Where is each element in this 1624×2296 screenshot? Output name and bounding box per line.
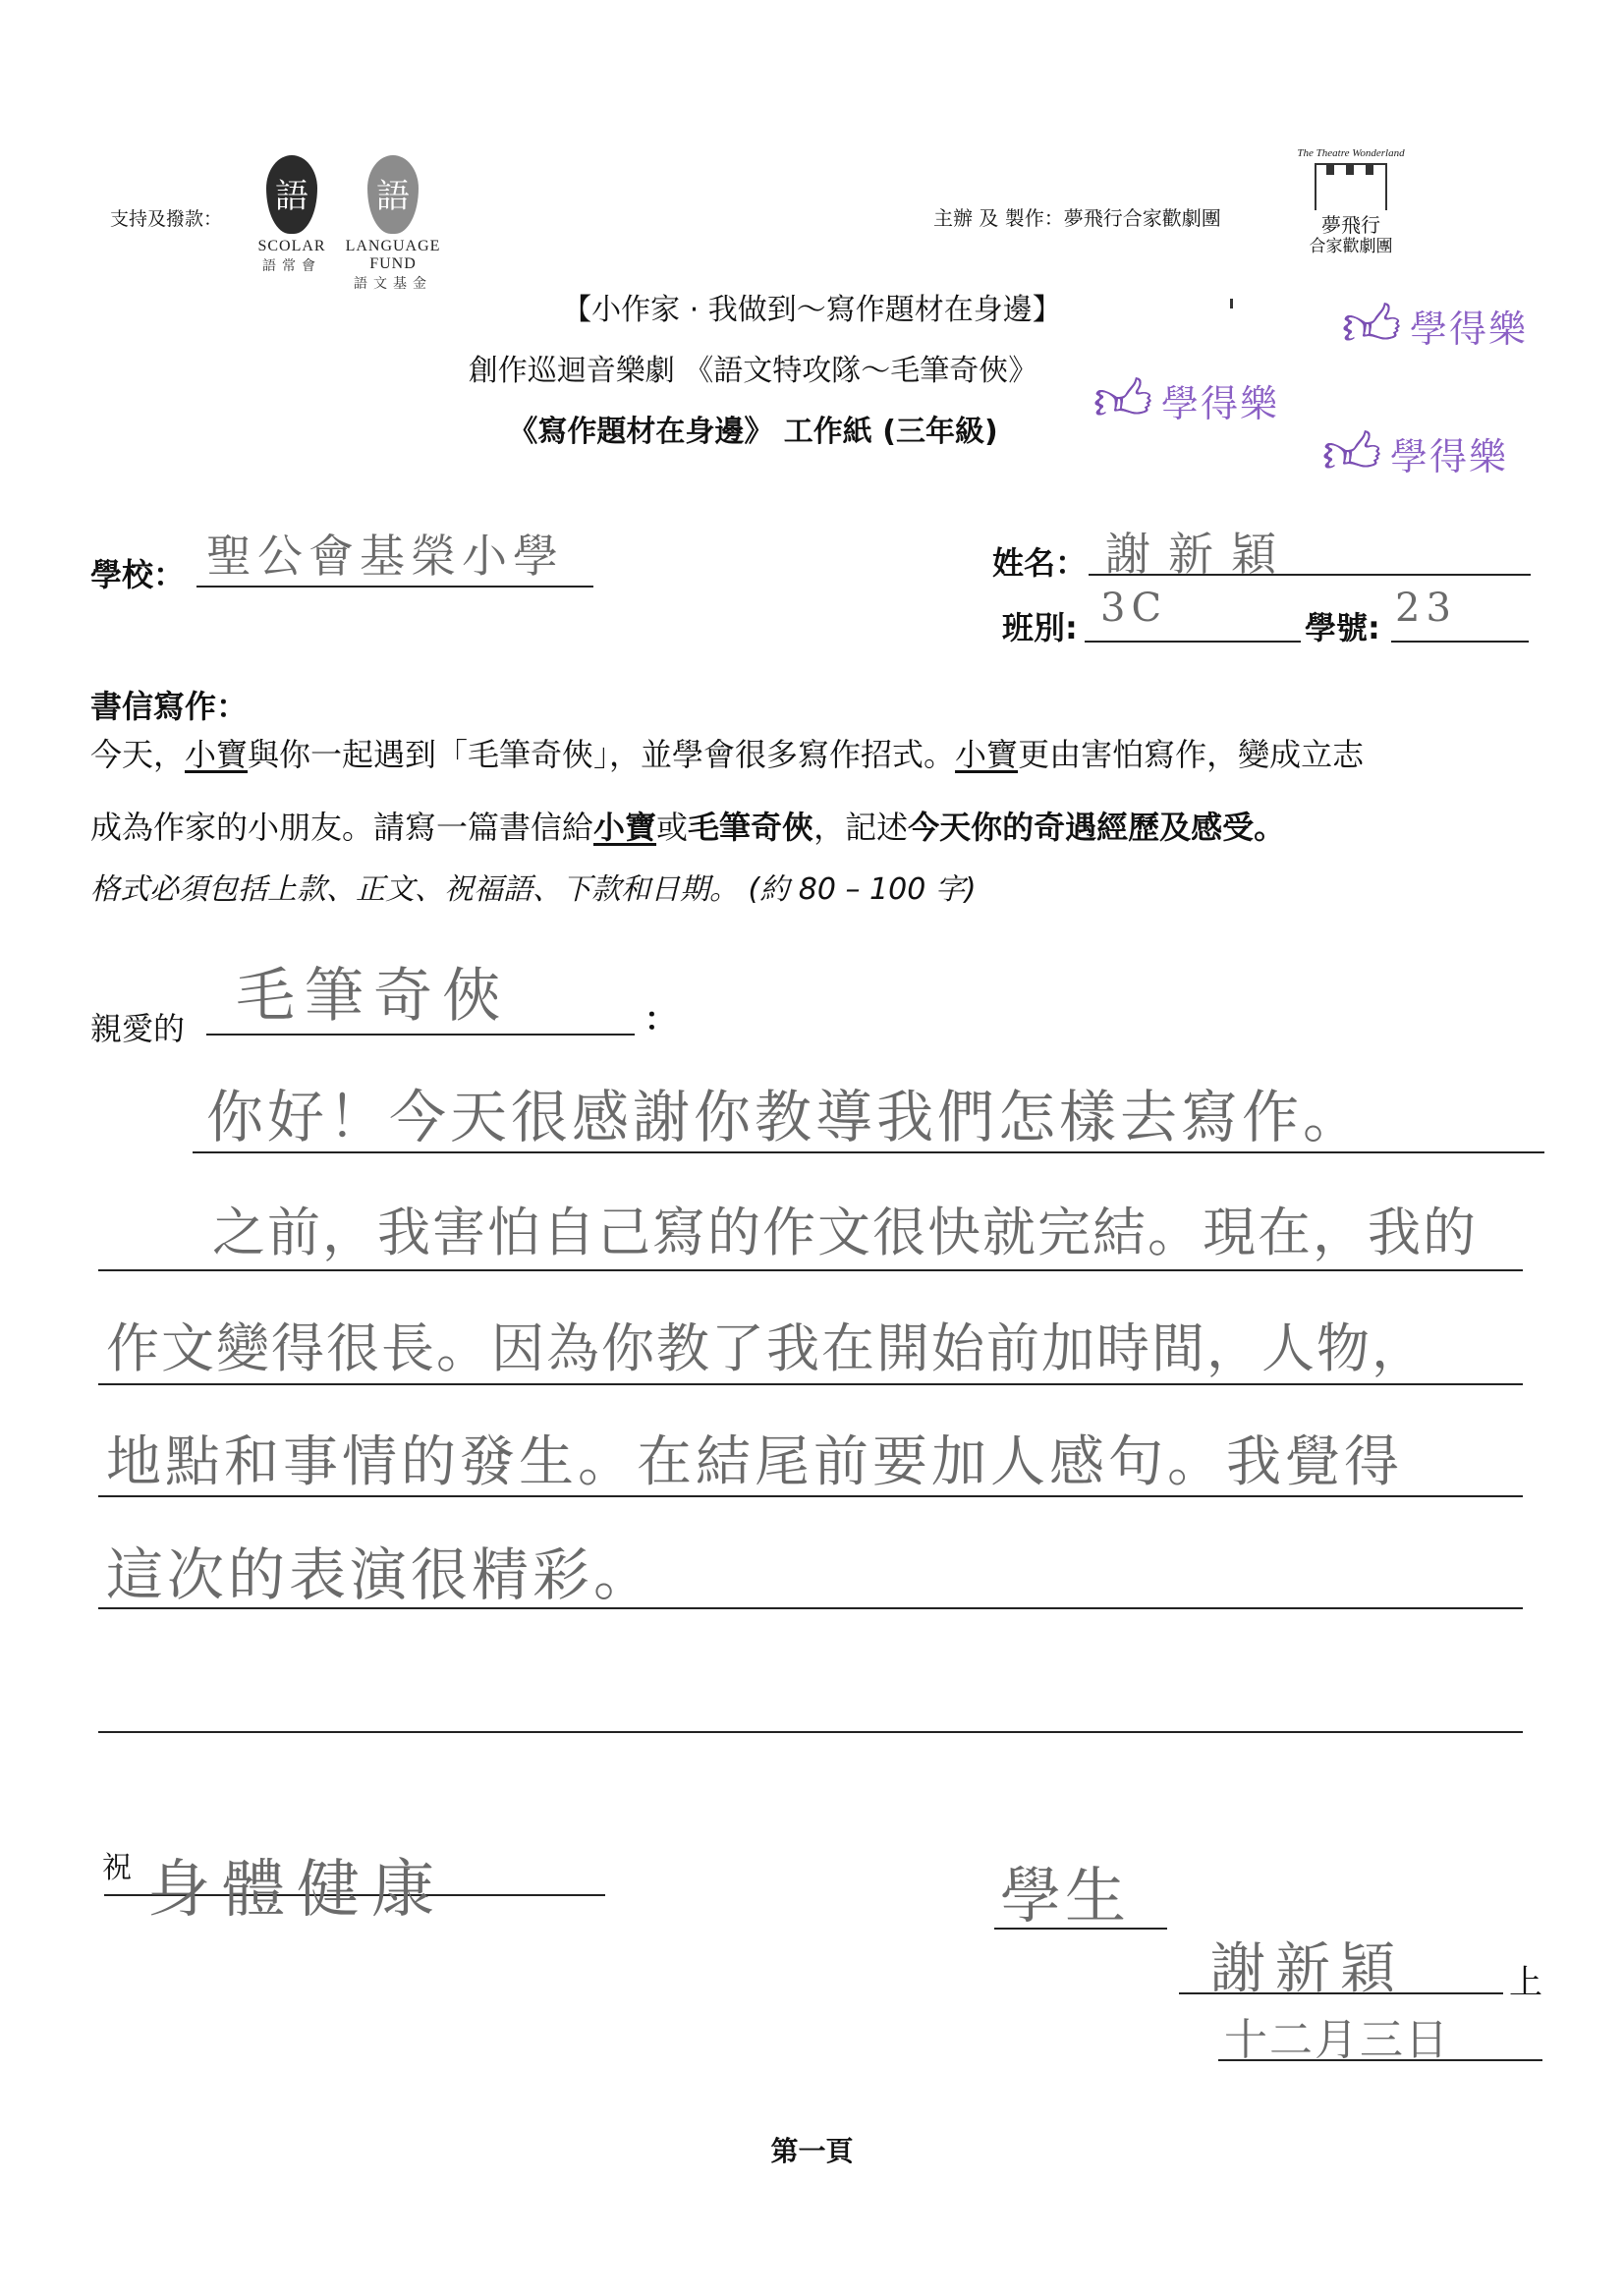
- wish-label: 祝: [102, 1851, 132, 1885]
- language-fund-seal-icon: [367, 155, 419, 234]
- date-value: 十二月三日: [1224, 2015, 1450, 2065]
- writing-line[interactable]: [98, 1383, 1523, 1385]
- letter-body-line-3: 作文變得很長。因為你教了我在開始前加時間，人物，: [106, 1317, 1427, 1379]
- writing-line[interactable]: [98, 1269, 1523, 1271]
- thumbs-up-icon: 👍︎: [1341, 292, 1402, 359]
- signature-suffix: 上: [1509, 1963, 1542, 2002]
- school-label: 學校：: [90, 556, 186, 593]
- salutation-label: 親愛的: [90, 1010, 186, 1047]
- scolar-seal-icon: [266, 155, 317, 234]
- language-fund-logo: [324, 155, 462, 293]
- class-label: 班別:: [1002, 609, 1078, 646]
- language-fund-name-cn: 語文基金: [354, 276, 432, 292]
- writing-line[interactable]: [98, 1731, 1523, 1733]
- school-value: 聖公會基榮小學: [206, 530, 564, 583]
- worksheet-title-2: 創作巡迴音樂劇 《語文特攻隊～毛筆奇俠》: [468, 354, 1038, 388]
- stamp-text: 學得樂: [1161, 381, 1280, 425]
- instruction-line-2: 成為作家的小朋友。請寫一篇書信給小寶或毛筆奇俠，記述今天你的奇遇經歷及感受。: [90, 809, 1286, 846]
- student-number-value: 23: [1395, 586, 1457, 631]
- student-number-label: 學號:: [1305, 609, 1380, 646]
- organizer-text: 主辦 及 製作：夢飛行合家歡劇團: [933, 206, 1221, 230]
- signature-value: 謝新穎: [1210, 1937, 1405, 2001]
- scolar-name-cn: 語常會: [262, 258, 321, 274]
- letter-body-line-4: 地點和事情的發生。在結尾前要加人感句。我覺得: [106, 1430, 1403, 1494]
- troupe-name-cn-2: 合家歡劇團: [1309, 237, 1393, 256]
- letter-body-line-2: 之前，我害怕自己寫的作文很快就完結。現在，我的: [212, 1202, 1478, 1263]
- thumbs-up-icon: 👍︎: [1092, 366, 1153, 433]
- stamp-3: [1321, 420, 1508, 485]
- stamp-text: 學得樂: [1410, 307, 1529, 351]
- castle-icon: [1315, 163, 1387, 210]
- letter-body-line-1: 你好！今天很感謝你教導我們怎樣去寫作。: [206, 1084, 1365, 1150]
- salutation-colon: ：: [644, 1000, 677, 1037]
- stamp-1: [1341, 293, 1528, 358]
- name-label: 姓名：: [992, 544, 1088, 582]
- troupe-name-en: The Theatre Wonderland: [1297, 147, 1405, 159]
- name-value: 謝新穎: [1105, 528, 1294, 581]
- page-number: 第一頁: [770, 2135, 854, 2167]
- worksheet-title-3: 《寫作題材在身邊》 工作紙 (三年級): [508, 415, 998, 449]
- format-requirement: 格式必須包括上款、正文、祝福語、下款和日期。 (約 80 – 100 字): [90, 872, 977, 907]
- stamp-text: 學得樂: [1390, 434, 1509, 478]
- salutation-value: 毛筆奇俠: [236, 962, 511, 1031]
- instruction-line-1: 今天，小寶與你一起遇到「毛筆奇俠」，並學會很多寫作招式。小寶更由害怕寫作，變成立志: [90, 736, 1365, 773]
- troupe-logo: [1287, 147, 1415, 257]
- scolar-name-en: SCOLAR: [257, 238, 326, 254]
- relation-value: 學生: [1000, 1860, 1131, 1932]
- thumbs-up-icon: 👍︎: [1321, 420, 1382, 486]
- stamp-2: [1092, 367, 1279, 432]
- worksheet-title-1: 【小作家 · 我做到～寫作題材在身邊】: [562, 293, 1062, 327]
- class-value: 3C: [1100, 586, 1168, 631]
- wish-value: 身體健康: [147, 1854, 446, 1927]
- letter-body-line-5: 這次的表演很精彩。: [106, 1541, 655, 1608]
- language-fund-name-en: LANGUAGE FUND: [345, 238, 441, 272]
- section-title: 書信寫作：: [90, 688, 249, 725]
- support-label: 支持及撥款：: [110, 208, 223, 230]
- troupe-name-cn-1: 夢飛行: [1321, 213, 1380, 237]
